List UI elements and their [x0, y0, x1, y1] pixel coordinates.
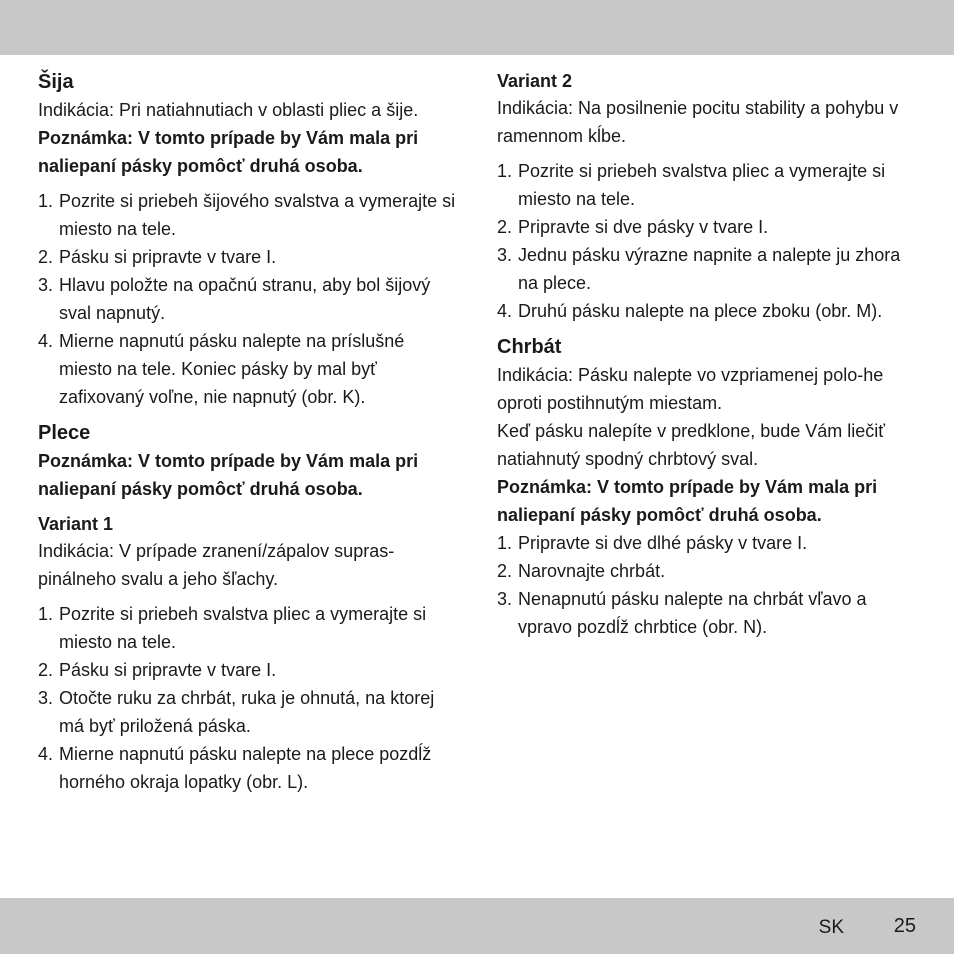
header-bar	[0, 0, 954, 55]
indication-chrbat: Indikácia: Pásku nalepte vo vzpriamenej polo-he oproti postihnutým miestam.	[497, 365, 884, 413]
page-number: 25	[893, 915, 916, 937]
steps-variant2	[497, 157, 917, 325]
list-item: 4. Druhú pásku nalepte na plece zboku (obr. M).	[497, 301, 883, 321]
list-item: 4. Mierne napnutú pásku nalepte na plece pozdĺž horného okraja lopatky (obr. L).	[38, 744, 432, 792]
text-chrbat: Keď pásku nalepíte v predklone, bude Vám liečiť natiahnutý spodný chrbtový sval.	[497, 421, 886, 469]
list-item: 2. Pásku si pripravte v tvare I.	[38, 247, 277, 267]
steps-chrbat	[497, 529, 917, 641]
list-item: 4. Mierne napnutú pásku nalepte na príslušné miesto na tele. Koniec pásky by mal byť zafixovaný voľne, nie napnutý (obr. K).	[38, 331, 405, 407]
section-title-plece: Plece	[38, 422, 91, 444]
list-item: 3. Otočte ruku za chrbát, ruka je ohnutá, na ktorej má byť priložená páska.	[38, 688, 435, 736]
steps-sija	[38, 187, 458, 411]
list-item: 2. Narovnajte chrbát.	[497, 561, 666, 581]
list-item: 3. Nenapnutú pásku nalepte na chrbát vľavo a vpravo pozdĺž chrbtice (obr. N).	[497, 589, 867, 637]
right-column	[497, 68, 917, 641]
list-item: 3. Hlavu položte na opačnú stranu, aby bol šijový sval napnutý.	[38, 275, 431, 323]
subsection-title-variant1: Variant 1	[38, 514, 114, 534]
indication-variant2: Indikácia: Na posilnenie pocitu stability a pohybu v ramennom kĺbe.	[497, 98, 899, 146]
left-column	[38, 68, 458, 796]
note-chrbat: Poznámka: V tomto prípade by Vám mala pri naliepaní pásky pomôcť druhá osoba.	[497, 477, 878, 525]
list-item: 2. Pásku si pripravte v tvare I.	[38, 660, 277, 680]
language-code: SK	[818, 917, 844, 938]
list-item: 3. Jednu pásku výrazne napnite a nalepte ju zhora na plece.	[497, 245, 901, 293]
note-plece: Poznámka: V tomto prípade by Vám mala pri naliepaní pásky pomôcť druhá osoba.	[38, 451, 419, 499]
section-title-chrbat: Chrbát	[497, 336, 562, 358]
footer-bar	[0, 898, 954, 954]
list-item: 1. Pozrite si priebeh svalstva pliec a vymerajte si miesto na tele.	[38, 604, 427, 652]
steps-variant1	[38, 600, 458, 796]
list-item: 1. Pozrite si priebeh šijového svalstva a vymerajte si miesto na tele.	[38, 191, 456, 239]
indication-sija: Indikácia: Pri natiahnutiach v oblasti pliec a šije.	[38, 100, 419, 120]
list-item: 2. Pripravte si dve pásky v tvare I.	[497, 217, 769, 237]
list-item: 1. Pripravte si dve dlhé pásky v tvare I.	[497, 533, 808, 553]
subsection-title-variant2: Variant 2	[497, 71, 573, 91]
section-title-sija: Šija	[38, 71, 74, 93]
note-sija: Poznámka: V tomto prípade by Vám mala pri naliepaní pásky pomôcť druhá osoba.	[38, 128, 419, 176]
indication-variant1: Indikácia: V prípade zranení/zápalov supras-pinálneho svalu a jeho šľachy.	[38, 541, 395, 589]
list-item: 1. Pozrite si priebeh svalstva pliec a vymerajte si miesto na tele.	[497, 161, 886, 209]
